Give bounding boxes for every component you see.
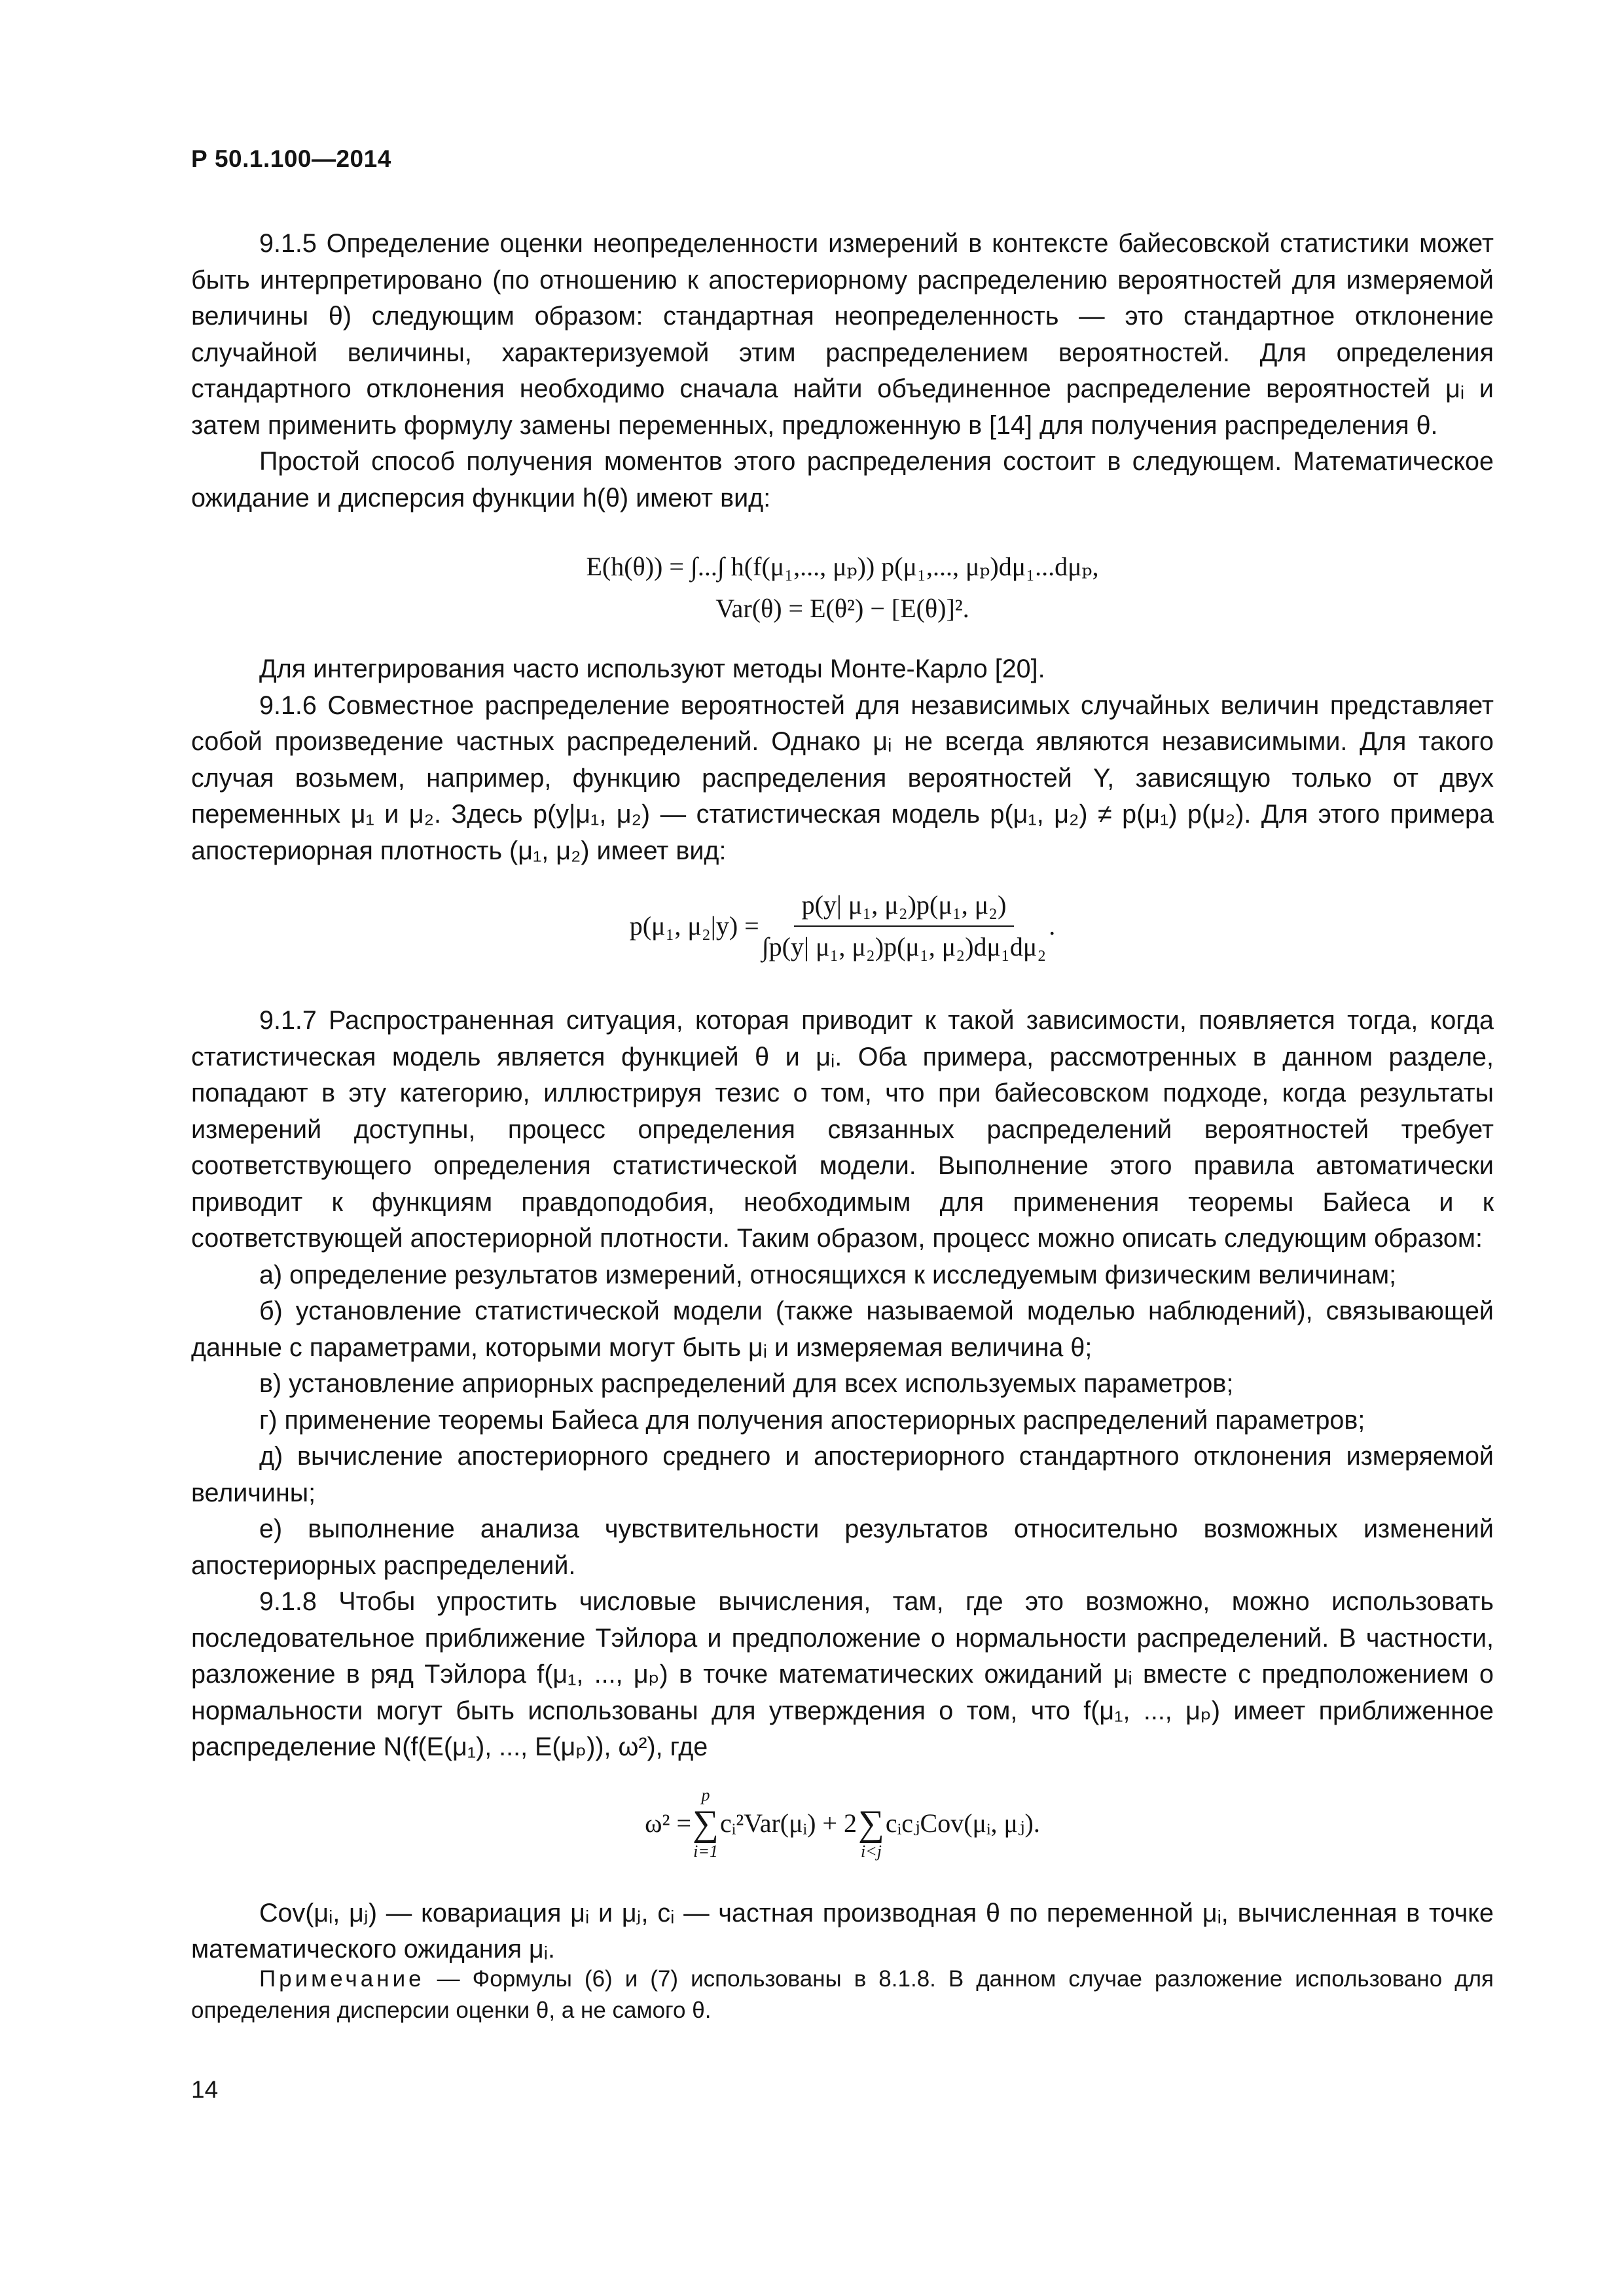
omega-variance-term: cᵢ²Var(μᵢ) + 2 xyxy=(719,1808,857,1838)
list-item-d: д) вычисление апостериорного среднего и апостериорного стандартного отклонения измеряемой величины; xyxy=(191,1442,1494,1507)
list-item-b: б) установление статистической модели (также называемой моделью наблюдений), связывающей данные с параметрами, которыми могут быть μᵢ и измеряемая величина θ; xyxy=(191,1297,1494,1362)
document-body xyxy=(191,226,1494,1968)
list-item-g: г) применение теоремы Байеса для получения апостериорных распределений параметров; xyxy=(259,1405,1365,1435)
sum-over-i xyxy=(693,1785,719,1861)
paragraph-covariance: Cov(μᵢ, μⱼ) — ковариация μᵢ и μⱼ, cᵢ — частная производная θ по переменной μᵢ, вычисленная в точке математического ожидания μᵢ. xyxy=(191,1898,1494,1964)
document-code-header: Р 50.1.100—2014 xyxy=(191,145,391,172)
formula-expectation: E(h(θ)) = ∫...∫ h(f(μ₁,..., μₚ)) p(μ₁,..., μₚ)dμ₁...dμₚ, xyxy=(586,552,1099,581)
sum-pairs-upper xyxy=(869,1785,874,1805)
sum-symbol: ∑ xyxy=(693,1803,719,1844)
posterior-end: . xyxy=(1049,911,1056,941)
posterior-fraction xyxy=(762,889,1047,963)
paragraph-9-1-8: 9.1.8 Чтобы упростить числовые вычисления, там, где это возможно, можно использовать последовательное приближение Тэйлора и предположение о нормальности распределений. В частности, разложение в ряд Тэйлора f(μ₁, ..., μₚ) в точке математических ожиданий μᵢ вместе с предположением о нормальности могут быть использованы для утверждения о том, что f(μ₁, ..., μₚ) имеет приближенное распределение N(f(E(μ₁), ..., E(μₚ)), ω²), где xyxy=(191,1587,1494,1761)
paragraph-9-1-5: 9.1.5 Определение оценки неопределенности измерений в контексте байесовской статистики может быть интерпретировано (по отношению к апостериорному распределению вероятностей для измеряемой величины θ) следующим образом: стандартная неопределенность — это стандартное отклонение случайной величины, характеризуемой этим распределением вероятностей. Для определения стандартного отклонения необходимо сначала найти объединенное распределение вероятностей μᵢ и затем применить формулу замены переменных, предложенную в [14] для получения распределения θ. xyxy=(191,229,1494,440)
sum-over-pairs xyxy=(858,1785,884,1861)
sum-pairs-symbol: ∑ xyxy=(857,1803,884,1844)
omega-covariance-term: cᵢcⱼCov(μᵢ, μⱼ). xyxy=(885,1808,1040,1838)
posterior-numerator: p(y| μ₁, μ₂)p(μ₁, μ₂) xyxy=(794,889,1015,927)
formula-posterior-density xyxy=(191,889,1494,963)
paragraph-9-1-6: 9.1.6 Совместное распределение вероятностей для независимых случайных величин представляет собой произведение частных распределений. Однако μᵢ не всегда являются независимыми. Для такого случая возьмем, например, функцию распределения вероятностей Y, зависящую только от двух переменных μ₁ и μ₂. Здесь p(y|μ₁, μ₂) — статистическая модель p(μ₁, μ₂) ≠ p(μ₁) p(μ₂). Для этого примера апостериорная плотность (μ₁, μ₂) имеет вид: xyxy=(191,691,1494,865)
posterior-denominator: ∫p(y| μ₁, μ₂)p(μ₁, μ₂)dμ₁dμ₂ xyxy=(761,932,1047,961)
list-item-a: а) определение результатов измерений, относящихся к исследуемым физическим величинам; xyxy=(259,1260,1397,1289)
list-item-e: е) выполнение анализа чувствительности результатов относительно возможных изменений апостериорных распределений. xyxy=(191,1515,1494,1580)
omega-lhs: ω² = xyxy=(645,1808,692,1838)
list-item-v: в) установление априорных распределений для всех используемых параметров; xyxy=(259,1369,1234,1398)
posterior-lhs: p(μ₁, μ₂|y) = xyxy=(629,911,759,941)
paragraph-monte-carlo: Для интегрирования часто используют методы Монте-Карло [20]. xyxy=(259,655,1045,683)
sum-upper-limit: p xyxy=(701,1785,710,1804)
note-text: — Формулы (6) и (7) использованы в 8.1.8. В данном случае разложение использовано для определения дисперсии оценки θ, а не самого θ. xyxy=(191,1966,1494,2023)
formula-variance: Var(θ) = E(θ²) − [E(θ)]². xyxy=(715,594,969,623)
note-label: Примечание xyxy=(259,1966,425,1992)
sum-pairs-lower: i<j xyxy=(860,1841,882,1861)
formula-omega-squared xyxy=(191,1785,1494,1861)
sum-lower-limit: i=1 xyxy=(693,1841,718,1861)
paragraph-moments: Простой способ получения моментов этого распределения состоит в следующем. Математическое ожидание и дисперсия функции h(θ) имеют вид: xyxy=(191,447,1494,512)
note-block xyxy=(191,1964,1494,2026)
paragraph-9-1-7: 9.1.7 Распространенная ситуация, которая приводит к такой зависимости, появляется тогда, когда статистическая модель является функцией θ и μᵢ. Оба примера, рассмотренных в данном разделе, попадают в эту категорию, иллюстрируя тезис о том, что при байесовском подходе, когда результаты измерений доступны, процесс определения связанных распределений вероятностей требует соответствующего определения статистической модели. Выполнение этого правила автоматически приводит к функциям правдоподобия, необходимым для применения теоремы Байеса и к соответствующей апостериорной плотности. Таким образом, процесс можно описать следующим образом: xyxy=(191,1006,1494,1253)
page-number: 14 xyxy=(191,2076,219,2103)
